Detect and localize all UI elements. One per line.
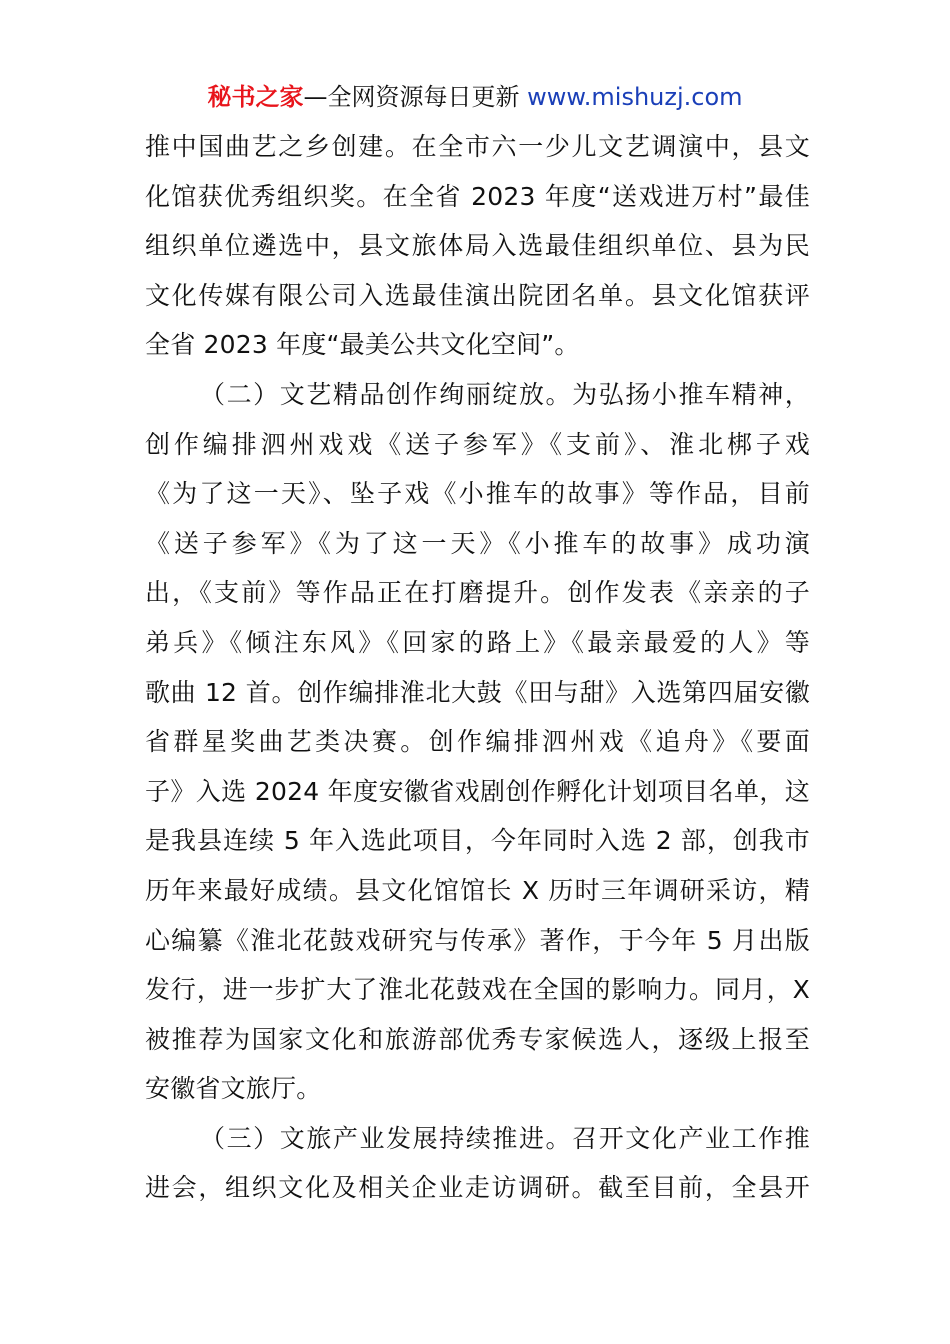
text-line: 历年来最好成绩。县文化馆馆长 X 历时三年调研采访，精: [145, 875, 810, 905]
text-line: 《送子参军》《为了这一天》《小推车的故事》成功演: [145, 528, 810, 558]
text-line: 进会，组织文化及相关企业走访调研。截至目前，全县开: [145, 1173, 810, 1203]
section-heading-line: （三）文旅产业发展持续推进。召开文化产业工作推: [200, 1123, 810, 1153]
text-line: 组织单位遴选中，县文旅体局入选最佳组织单位、县为民: [145, 231, 810, 261]
brand-name: 秘书之家: [207, 83, 304, 111]
page-header: [0, 80, 950, 114]
site-url-link[interactable]: www.mishuzj.com: [519, 83, 743, 111]
text-line: 歌曲 12 首。创作编排淮北大鼓《田与甜》入选第四届安徽: [145, 677, 810, 707]
text-line: 化馆获优秀组织奖。在全省 2023 年度“送戏进万村”最佳: [145, 181, 810, 211]
text-line: 是我县连续 5 年入选此项目，今年同时入选 2 部，创我市: [145, 826, 810, 856]
text-line: 出，《支前》等作品正在打磨提升。创作发表《亲亲的子: [145, 578, 810, 608]
text-line: 省群星奖曲艺类决赛。创作编排泗州戏《追舟》《要面: [145, 727, 810, 757]
text-line: 发行，进一步扩大了淮北花鼓戏在全国的影响力。同月，X: [145, 975, 810, 1005]
text-line: 弟兵》《倾注东风》《回家的路上》《最亲最爱的人》等: [145, 627, 810, 657]
text-line: 推中国曲艺之乡创建。在全市六一少儿文艺调演中，县文: [145, 132, 810, 161]
text-line: 子》入选 2024 年度安徽省戏剧创作孵化计划项目名单，这: [145, 776, 810, 806]
text-line: 创作编排泗州戏戏《送子参军》《支前》、淮北梆子戏: [145, 429, 810, 459]
text-line: 被推荐为国家文化和旅游部优秀专家候选人，逐级上报至: [145, 1024, 810, 1054]
section-heading-line: （二）文艺精品创作绚丽绽放。为弘扬小推车精神，: [200, 379, 810, 409]
text-line: 文化传媒有限公司入选最佳演出院团名单。县文化馆获评: [145, 280, 810, 310]
text-line: 安徽省文旅厅。: [145, 1074, 322, 1104]
header-tagline: —全网资源每日更新: [303, 83, 520, 111]
text-line: 心编纂《淮北花鼓戏研究与传承》著作，于今年 5 月出版: [145, 925, 810, 955]
document-body: [145, 122, 810, 1213]
text-line: 《为了这一天》、坠子戏《小推车的故事》等作品，目前: [145, 479, 810, 509]
text-line: 全省 2023 年度“最美公共文化空间”。: [145, 330, 580, 360]
